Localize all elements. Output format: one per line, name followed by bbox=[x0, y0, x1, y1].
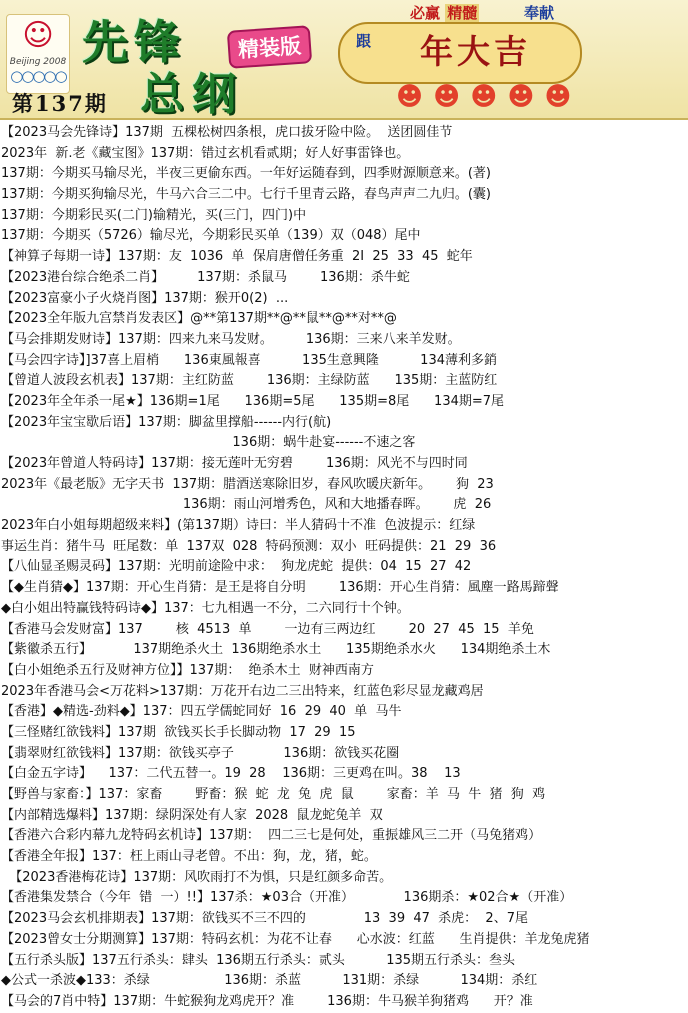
slogan-bid: 必赢 bbox=[410, 4, 441, 22]
olympic-emblem-icon: ☺ bbox=[22, 18, 54, 53]
list-item: 【2023年全年杀一尾★】136期=1尾 136期=5尾 135期=8尾 134期=7尾 bbox=[1, 393, 505, 409]
list-item: 【香港】◆精选-劲料◆】137：四五学儒蛇同好 16 29 40 单 马牛 bbox=[1, 704, 402, 720]
list-item: 136期：蜗牛赴宴------不速之客 bbox=[1, 435, 416, 451]
list-item: 【2023富豪小子火烧肖图】137期：猴开0(2) ... bbox=[1, 290, 289, 306]
list-item: 2023年白小姐每期超级来料】(第137期）诗曰：半人猜码十不准 色波提示：红绿 bbox=[1, 518, 476, 534]
slogan-left bbox=[410, 2, 479, 23]
list-item: 2023年香港马会<万花料>137期：万花开右边二三出特来，红蓝色彩尽显龙藏鸡居 bbox=[1, 683, 484, 699]
list-item: 【2023全年版九宫禁肖发表区】@**第137期**@**鼠**@**对**@ bbox=[1, 311, 397, 327]
list-item: 事运生肖：猪牛马 旺尾数：单 137双 028 特码预测：双小 旺码提供：21 29 36 bbox=[1, 538, 497, 554]
list-item: 【白金五字诗】 137：二代五替一。19 28 136期：三更鸡在叫。38 13 bbox=[1, 766, 461, 782]
list-item: ◆白小姐出特赢钱特码诗◆】137：七九相遇一不分，二六同行十个钟。 bbox=[1, 600, 410, 616]
olympic-logo-text: Beijing 2008 bbox=[9, 57, 67, 67]
list-item: 137期：今期彩民买(二门)输精光，买(三门，四门)中 bbox=[1, 207, 307, 223]
olympic-logo bbox=[6, 14, 70, 94]
mascots-icon: ☻☻☻☻☻ bbox=[396, 82, 582, 112]
list-item: 【八仙显圣赐灵码】137期：光明前途险中求： 狗龙虎蛇 提供：04 15 27 42 bbox=[1, 559, 472, 575]
list-item: 【2023马会玄机排期表】137期：欲钱买不三不四的 13 39 47 杀虎： 2、7尾 bbox=[1, 911, 528, 927]
list-item: 【曾道人波段玄机表】137期：主红防蓝 136期：主绿防蓝 135期：主蓝防红 bbox=[1, 373, 498, 389]
list-item: 【马会的7肖中特】137期：牛蛇猴狗龙鸡虎开？准 136期：牛马猴羊狗猪鸡 开？准 bbox=[1, 993, 533, 1009]
slogan-right: 奉献 bbox=[524, 4, 555, 22]
list-item: 【马会四字诗】]37喜上眉梢 136東風報喜 135生意興隆 134薄利多銷 bbox=[1, 352, 497, 368]
prediction-list bbox=[0, 120, 688, 1013]
slogan-jing: 精髓 bbox=[447, 4, 478, 22]
new-year-text: 年大吉 bbox=[420, 32, 531, 71]
list-item: 【香港集发禁合（今年 错 一）!!】137杀：★03合（开准） 136期杀：★02合★（开准） bbox=[1, 890, 573, 906]
header-banner bbox=[0, 0, 688, 120]
list-item: 137期：今期买狗输尽光，牛马六合三二中。七行千里青云路，春鸟声声二九归。(囊) bbox=[1, 187, 491, 203]
list-item: 【2023香港梅花诗】137期：风吹雨打不为惧，只是红颜多命苦。 bbox=[1, 869, 393, 885]
issue-number: 第137期 bbox=[12, 91, 108, 116]
list-item: 【翡翠财红欲钱料】137期：欲钱买亭子 136期：欲钱买花圈 bbox=[1, 745, 400, 761]
list-item: 【2023曾女士分期测算】137期：特码玄机：为花不让春 心水波：红蓝 生肖提供：羊龙兔虎猪 bbox=[1, 931, 590, 947]
list-item: 【2023年宝宝歇后语】137期：脚盆里撑船------内行(航) bbox=[1, 414, 332, 430]
list-item: 【◆生肖猜◆】137期：开心生肖猜：是王是将自分明 136期：开心生肖猜：風塵一路馬蹄聲 bbox=[1, 580, 559, 596]
olympic-rings-icon: ○○○○○ bbox=[10, 67, 66, 85]
list-item: 【2023马会先锋诗】137期 五棵松树四条根，虎口拔牙险中险。 送团圆佳节 bbox=[1, 125, 453, 140]
list-item: 【神算子每期一诗】137期：友 1036 单 保肩唐僧任务重 2I 25 33 45 蛇年 bbox=[1, 249, 473, 265]
list-item: 【三怪赌红欲钱料】137期 欲钱买长手长脚动物 17 29 15 bbox=[1, 724, 356, 740]
list-item: 137期：今期买（5726）输尽光，今期彩民买单（139）双（048）尾中 bbox=[1, 228, 421, 244]
list-item: 136期：雨山河增秀色，风和大地播春晖。 虎 26 bbox=[1, 497, 492, 513]
follow-text: 跟 bbox=[356, 32, 372, 50]
list-item: 137期：今期买马输尽光，半夜三更偷东西。一年好运随春到，四季财源顺意来。(著) bbox=[1, 166, 491, 182]
list-item: 【白小姐绝杀五行及财神方位】】137期： 绝杀木土 财神西南方 bbox=[1, 662, 374, 678]
edition-badge: 精装版 bbox=[227, 25, 312, 69]
list-item: 2023年《最老版》无字天书 137期：腊酒送寒除旧岁，春风吹暖庆新年。 狗 23 bbox=[1, 476, 494, 492]
title-top: 先锋 bbox=[82, 15, 186, 69]
list-item: 【紫徽杀五行】 137期绝杀火土 136期绝杀水土 135期绝杀水火 134期绝杀土木 bbox=[1, 642, 551, 658]
title-bottom: 总纲 bbox=[140, 69, 244, 120]
list-item: 【五行杀头版】137五行杀头：肆头 136期五行杀头：贰头 135期五行杀头：叁头 bbox=[1, 952, 516, 968]
list-item: 【内部精选爆料】137期：绿阴深处有人家 2028 鼠龙蛇兔羊 双 bbox=[1, 807, 383, 823]
list-item: 【2023港台综合绝杀二肖】 137期：杀鼠马 136期：杀牛蛇 bbox=[1, 269, 410, 285]
list-item: 【野兽与家畜：】137：家畜 野畜：猴 蛇 龙 兔 虎 鼠 家畜：羊 马 牛 猪 狗 鸡 bbox=[1, 787, 546, 802]
list-item: 【2023年曾道人特码诗】137期：接无莲叶无穷碧 136期：风光不与四时同 bbox=[1, 456, 468, 471]
list-item: 【香港六合彩内幕九龙特码玄机诗】137期： 四二三七是何处，重振雄风三二开（马兔猪鸡） bbox=[1, 828, 542, 844]
list-item: 【马会排期发财诗】137期：四来九来马发财。 136期：三来八来羊发财。 bbox=[1, 331, 461, 347]
list-item: 【香港马会发财富】137 核 4513 单 一边有三两边红 20 27 45 15 羊免 bbox=[1, 621, 534, 637]
list-item: 2023年 新.老《藏宝图》137期：错过玄机看贰期；好人好事雷锋也。 bbox=[1, 145, 410, 161]
list-item: ◆公式一杀波◆133：杀绿 136期：杀蓝 131期：杀绿 134期：杀红 bbox=[1, 973, 538, 989]
list-item: 【香港全年报】137：枉上雨山寻老曾。不出：狗，龙，猪，蛇。 bbox=[1, 849, 377, 865]
